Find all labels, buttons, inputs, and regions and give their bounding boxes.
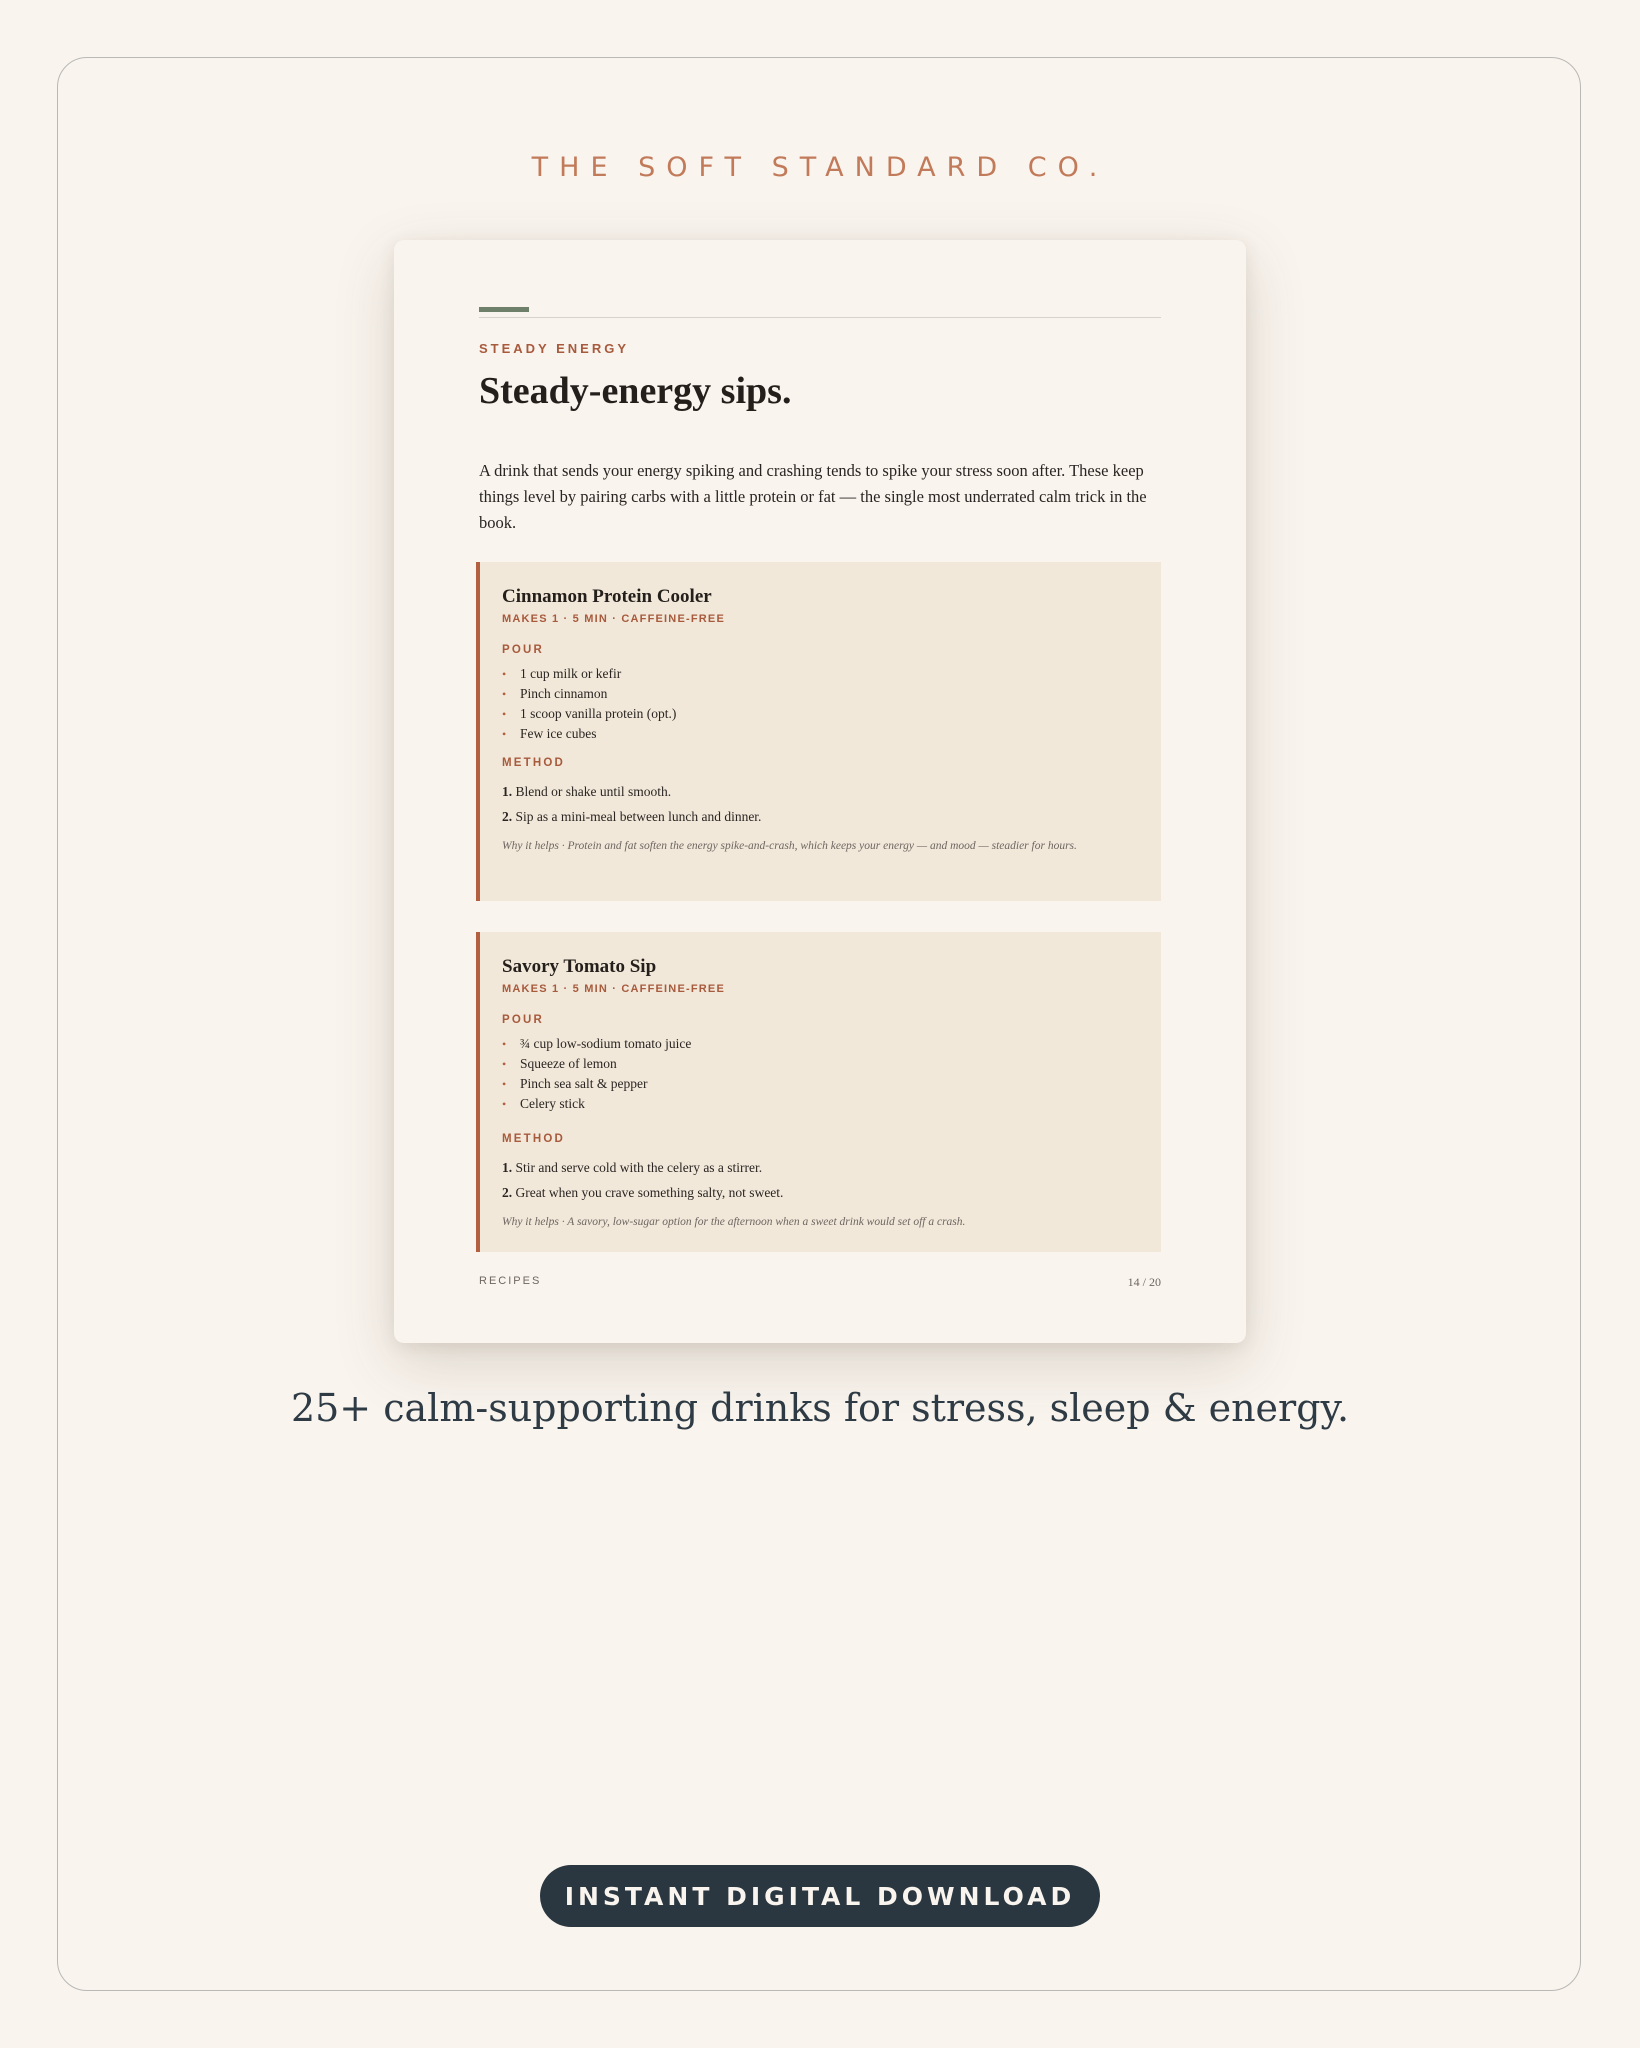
ingredient-list [502, 664, 1139, 744]
page-footer-section: RECIPES [479, 1275, 542, 1287]
why-it-helps-note: Why it helps · Protein and fat soften the energy spike-and-crash, which keeps your energy — and mood — steadier for hours. [502, 840, 1077, 852]
instant-download-button[interactable]: INSTANT DIGITAL DOWNLOAD [540, 1865, 1100, 1927]
brand-name: THE SOFT STANDARD CO. [531, 152, 1109, 183]
recipe-meta: MAKES 1 · 5 MIN · CAFFEINE-FREE [502, 613, 725, 625]
header-rule [479, 317, 1161, 318]
bullet-icon: • [502, 1057, 507, 1071]
ingredient-item: • Pinch cinnamon [502, 684, 1139, 704]
ingredient-item: • ¾ cup low-sodium tomato juice [502, 1034, 1139, 1054]
method-step: 2. Sip as a mini-meal between lunch and dinner. [502, 809, 762, 824]
bullet-icon: • [502, 727, 507, 741]
method-step: 1. Blend or shake until smooth. [502, 784, 672, 799]
recipe-title: Savory Tomato Sip [502, 956, 657, 977]
page-number: 14 / 20 [1127, 1275, 1161, 1289]
method-step: 1. Stir and serve cold with the celery as a stirrer. [502, 1160, 763, 1175]
section-eyebrow: STEADY ENERGY [479, 341, 630, 356]
recipe-card [476, 932, 1161, 1252]
bullet-icon: • [502, 1097, 507, 1111]
pour-label: POUR [502, 1014, 545, 1026]
ingredient-item: • 1 cup milk or kefir [502, 664, 1139, 684]
ingredient-list [502, 1034, 1139, 1114]
method-step: 2. Great when you crave something salty, not sweet. [502, 1185, 784, 1200]
why-it-helps-note: Why it helps · A savory, low-sugar option for the afternoon when a sweet drink would set off a crash. [502, 1216, 966, 1228]
ingredient-item: • 1 scoop vanilla protein (opt.) [502, 704, 1139, 724]
bullet-icon: • [502, 1077, 507, 1091]
intro-paragraph: A drink that sends your energy spiking and crashing tends to spike your stress soon after. These keep things level by pairing carbs with a little protein or fat — the single most underrated calm trick in the book. [479, 461, 1147, 532]
recipe-meta: MAKES 1 · 5 MIN · CAFFEINE-FREE [502, 983, 725, 995]
bullet-icon: • [502, 687, 507, 701]
ingredient-item: • Celery stick [502, 1094, 1139, 1114]
ingredient-item: • Pinch sea salt & pepper [502, 1074, 1139, 1094]
header-rule-accent [479, 307, 529, 312]
recipe-page-preview [394, 240, 1246, 1343]
method-steps [502, 1155, 1139, 1205]
method-label: METHOD [502, 1133, 566, 1145]
pour-label: POUR [502, 644, 545, 656]
bullet-icon: • [502, 707, 507, 721]
method-steps [502, 779, 1139, 829]
recipe-card [476, 562, 1161, 901]
method-label: METHOD [502, 757, 566, 769]
page-title: Steady-energy sips. [479, 370, 792, 412]
bullet-icon: • [502, 667, 507, 681]
recipe-title: Cinnamon Protein Cooler [502, 586, 712, 607]
ingredient-item: • Squeeze of lemon [502, 1054, 1139, 1074]
bullet-icon: • [502, 1037, 507, 1051]
tagline: 25+ calm-supporting drinks for stress, sleep & energy. [290, 1386, 1350, 1430]
ingredient-item: • Few ice cubes [502, 724, 1139, 744]
